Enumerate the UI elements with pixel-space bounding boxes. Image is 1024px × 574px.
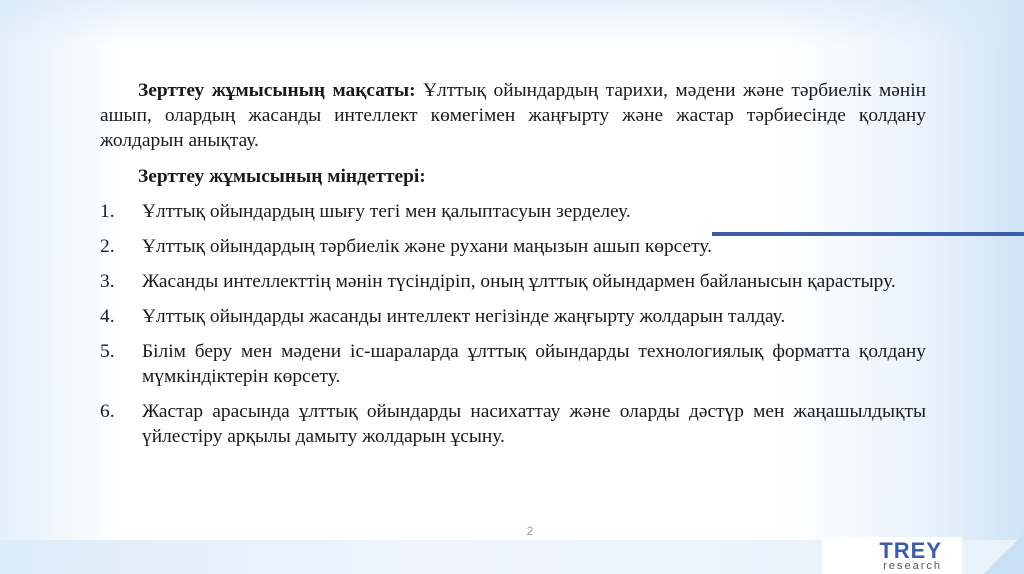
tasks-heading: Зерттеу жұмысының міндеттері: — [138, 166, 426, 187]
list-item — [100, 269, 926, 294]
list-item — [100, 304, 926, 329]
list-item-text: Білім беру мен мәдени іс-шараларда ұлттық ойындарды технологиялық форматта қолдану мүмкіндіктерін көрсету. — [142, 341, 926, 387]
list-item-text: Ұлттық ойындардың шығу тегі мен қалыптасуын зерделеу. — [142, 201, 631, 222]
list-item-text: Ұлттық ойындардың тәрбиелік және рухани маңызын ашып көрсету. — [142, 236, 712, 257]
slide-content — [100, 78, 926, 449]
tasks-list — [100, 199, 926, 449]
logo-main-text: TREY — [879, 538, 942, 563]
logo-sub-text: research — [883, 560, 942, 572]
goal-heading: Зерттеу жұмысының мақсаты: — [138, 80, 416, 101]
list-item-text: Ұлттық ойындарды жасанды интеллект негізінде жаңғырту жолдарын талдау. — [142, 306, 786, 327]
goal-paragraph — [100, 78, 926, 153]
list-item-number: 1. — [100, 201, 115, 222]
list-item — [100, 234, 926, 259]
list-item — [100, 199, 926, 224]
trey-research-logo — [822, 537, 962, 574]
list-item-number: 2. — [100, 236, 115, 257]
goal-text: Ұлттық ойындардың тарихи, мәдени және тәрбиелік мәнін ашып, олардың жасанды интеллект көмегімен жаңғырту және жастар тәрбиесінде қолдану жолдарын анықтау. — [100, 80, 926, 151]
list-item — [100, 399, 926, 449]
list-item-number: 4. — [100, 306, 115, 327]
page-number: 2 — [526, 524, 534, 538]
list-item-number: 3. — [100, 271, 115, 292]
list-item-number: 6. — [100, 401, 115, 422]
page-corner-decoration — [984, 534, 1024, 574]
list-item-number: 5. — [100, 341, 115, 362]
list-item — [100, 339, 926, 389]
list-item-text: Жасанды интеллекттің мәнін түсіндіріп, оның ұлттық ойындармен байланысын қарастыру. — [142, 271, 896, 292]
list-item-text: Жастар арасында ұлттық ойындарды насихаттау және оларды дәстүр мен жаңашылдықты үйлестіру арқылы дамыту жолдарын ұсыну. — [142, 401, 926, 447]
